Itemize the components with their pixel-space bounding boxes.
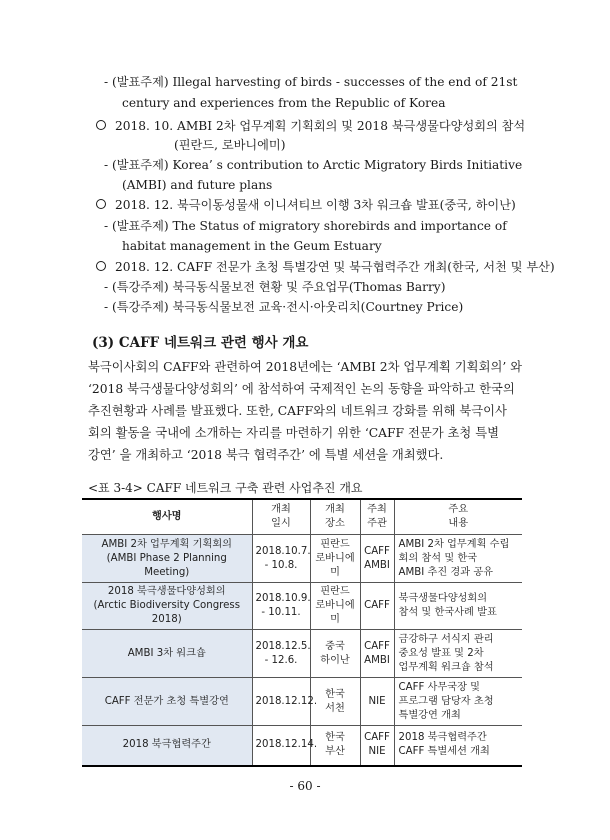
- host-cell: NIE: [360, 678, 394, 726]
- list-item-circle: [96, 118, 525, 134]
- description-cell: CAFF 사무국장 및 프로그램 담당자 초청 특별강연 개최: [394, 678, 522, 726]
- header-date: 개최 일시: [252, 499, 310, 535]
- date-cell: 2018.10.7. - 10.8.: [252, 535, 310, 583]
- description-cell: 금강하구 서식지 관리 중요성 발표 및 2차 업무계획 워크숍 참석: [394, 630, 522, 678]
- table-caption: <표 3-4> CAFF 네트워크 구축 관련 사업추진 개요: [88, 481, 363, 495]
- list-item-text: 2018. 12. 북극이동성물새 이니셔티브 이행 3차 워크숍 발표(중국, 하이난): [115, 198, 516, 212]
- paragraph-line: 추진현황과 사례를 발표했다. 또한, CAFF와의 네트워크 강화를 위해 북극이사: [88, 404, 507, 418]
- paragraph-line: 강연’ 을 개최하고 ‘2018 북극 협력주간’ 에 특별 세션을 개최했다.: [88, 448, 444, 462]
- paragraph-line: 회의 활동을 국내에 소개하는 자리를 마련하기 위한 ‘CAFF 전문가 초청 특별: [88, 426, 499, 440]
- list-item-dash: - (발표주제) Illegal harvesting of birds - successes of the end of 21st: [104, 75, 518, 89]
- circle-bullet-icon: [96, 261, 106, 271]
- event-name-cell: AMBI 3차 워크숍: [82, 630, 252, 678]
- host-cell: CAFF NIE: [360, 726, 394, 766]
- event-name-cell: 2018 북극생물다양성회의 (Arctic Biodiversity Congress 2018): [82, 583, 252, 630]
- list-item-text: 2018. 10. AMBI 2차 업무계획 기획회의 및 2018 북극생물다양성회의 참석: [115, 119, 526, 133]
- description-cell: AMBI 2차 업무계획 수립 회의 참석 및 한국 AMBI 추진 경과 공유: [394, 535, 522, 583]
- list-item-continuation: habitat management in the Geum Estuary: [122, 239, 382, 253]
- date-cell: 2018.12.5. - 12.6.: [252, 630, 310, 678]
- section-heading: (3) CAFF 네트워크 관련 행사 개요: [92, 335, 309, 351]
- list-item-continuation: (AMBI) and future plans: [122, 178, 273, 192]
- table-row: [82, 535, 522, 583]
- place-cell: 한국 부산: [310, 726, 360, 766]
- event-name-cell: CAFF 전문가 초청 특별강연: [82, 678, 252, 726]
- circle-bullet-icon: [96, 199, 106, 209]
- list-item-dash: - (특강주제) 북극동식물보전 현황 및 주요업무(Thomas Barry): [104, 280, 446, 294]
- list-item-dash: - (발표주제) The Status of migratory shorebirds and importance of: [104, 219, 507, 233]
- event-name-cell: AMBI 2차 업무계획 기획회의 (AMBI Phase 2 Planning Meeting): [82, 535, 252, 583]
- page-number: - 60 -: [289, 779, 321, 793]
- event-table: [82, 498, 522, 767]
- paragraph-line: ‘2018 북극생물다양성회의’ 에 참석하여 국제적인 논의 동향을 파악하고 한국의: [88, 382, 515, 396]
- circle-bullet-icon: [96, 120, 106, 130]
- table-row: [82, 726, 522, 766]
- list-item-continuation: century and experiences from the Republic of Korea: [122, 96, 446, 110]
- list-item-dash: - (발표주제) Korea’ s contribution to Arctic Migratory Birds Initiative: [104, 158, 523, 172]
- header-host: 주최 주관: [360, 499, 394, 535]
- host-cell: CAFF: [360, 583, 394, 630]
- date-cell: 2018.12.14.: [252, 726, 310, 766]
- header-event-name: 행사명: [82, 499, 252, 535]
- table-row: [82, 630, 522, 678]
- date-cell: 2018.12.12.: [252, 678, 310, 726]
- list-item-circle: [96, 259, 555, 275]
- date-cell: 2018.10.9. - 10.11.: [252, 583, 310, 630]
- description-cell: 북극생물다양성회의 참석 및 한국사례 발표: [394, 583, 522, 630]
- place-cell: 중국 하이난: [310, 630, 360, 678]
- place-cell: 핀란드 로바니에미: [310, 535, 360, 583]
- table-row: [82, 678, 522, 726]
- table-row: [82, 583, 522, 630]
- list-item-circle: [96, 197, 516, 213]
- place-cell: 한국 서천: [310, 678, 360, 726]
- list-item-dash: - (특강주제) 북극동식물보전 교육·전시·아웃리치(Courtney Price): [104, 300, 464, 314]
- place-cell: 핀란드 로바니에미: [310, 583, 360, 630]
- header-description: 주요 내용: [394, 499, 522, 535]
- event-name-cell: 2018 북극협력주간: [82, 726, 252, 766]
- host-cell: CAFF AMBI: [360, 630, 394, 678]
- table-header-row: [82, 499, 522, 535]
- header-place: 개최 장소: [310, 499, 360, 535]
- paragraph-line: 북극이사회의 CAFF와 관련하여 2018년에는 ‘AMBI 2차 업무계획 기획회의’ 와: [88, 360, 523, 374]
- description-cell: 2018 북극협력주간 CAFF 특별세션 개최: [394, 726, 522, 766]
- list-item-continuation: (핀란드, 로바니에미): [174, 138, 286, 152]
- list-item-text: 2018. 12. CAFF 전문가 초청 특별강연 및 북극협력주간 개최(한국, 서천 및 부산): [115, 260, 555, 274]
- host-cell: CAFF AMBI: [360, 535, 394, 583]
